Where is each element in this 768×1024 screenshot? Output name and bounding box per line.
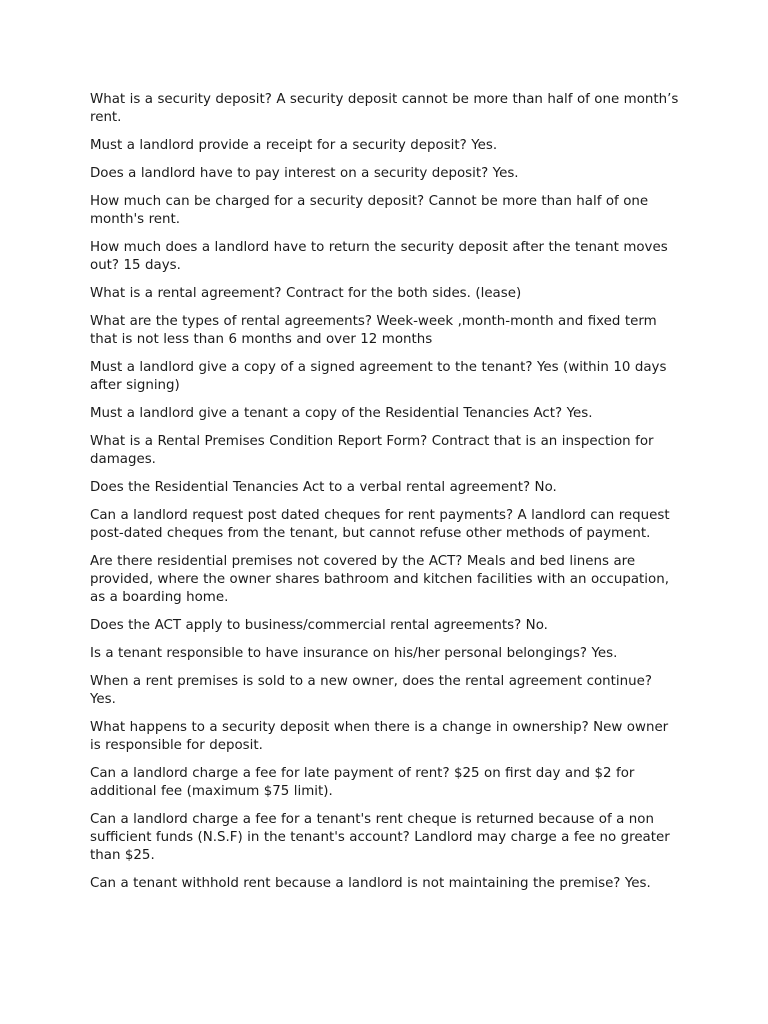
paragraph-condition-report: What is a Rental Premises Condition Report Form? Contract that is an inspection for damages.	[90, 434, 654, 467]
paragraph-verbal-agreement: Does the Residential Tenancies Act to a verbal rental agreement? No.	[90, 480, 557, 495]
paragraph-signed-copy: Must a landlord give a copy of a signed agreement to the tenant? Yes (within 10 days after signing)	[90, 360, 667, 393]
paragraph-late-fee: Can a landlord charge a fee for late payment of rent? $25 on first day and $2 for additional fee (maximum $75 limit).	[90, 766, 635, 799]
paragraph-nsf-fee: Can a landlord charge a fee for a tenant's rent cheque is returned because of a non sufficient funds (N.S.F) in the tenant's account? Landlord may charge a fee no greater than $25.	[90, 812, 670, 863]
paragraph-interest: Does a landlord have to pay interest on a security deposit? Yes.	[90, 166, 519, 181]
paragraph-receipt: Must a landlord provide a receipt for a security deposit? Yes.	[90, 138, 498, 153]
paragraph-rental-agreement: What is a rental agreement? Contract for the both sides. (lease)	[90, 286, 522, 301]
paragraph-sold-premises: When a rent premises is sold to a new owner, does the rental agreement continue? Yes.	[90, 674, 652, 707]
paragraph-act-copy: Must a landlord give a tenant a copy of the Residential Tenancies Act? Yes.	[90, 406, 593, 421]
paragraph-withhold-rent: Can a tenant withhold rent because a landlord is not maintaining the premise? Yes.	[90, 876, 651, 891]
paragraph-premises-not-covered: Are there residential premises not covered by the ACT? Meals and bed linens are provided, where the owner shares bathroom and kitchen facilities with an occupation, as a boarding home.	[90, 554, 669, 605]
paragraph-agreement-types: What are the types of rental agreements? Week-week ,month-month and fixed term that is not less than 6 months and over 12 months	[90, 314, 657, 347]
document-body	[90, 91, 680, 903]
paragraph-insurance: Is a tenant responsible to have insurance on his/her personal belongings? Yes.	[90, 646, 618, 661]
paragraph-post-dated-cheques: Can a landlord request post dated cheques for rent payments? A landlord can request post-dated cheques from the tenant, but cannot refuse other methods of payment.	[90, 508, 670, 541]
paragraph-deposit-amount: How much can be charged for a security deposit? Cannot be more than half of one month's rent.	[90, 194, 649, 227]
paragraph-ownership-change: What happens to a security deposit when there is a change in ownership? New owner is responsible for deposit.	[90, 720, 669, 753]
paragraph-commercial: Does the ACT apply to business/commercial rental agreements? No.	[90, 618, 548, 633]
paragraph-deposit-return: How much does a landlord have to return the security deposit after the tenant moves out? 15 days.	[90, 240, 668, 273]
paragraph-security-deposit: What is a security deposit? A security deposit cannot be more than half of one month’s rent.	[90, 92, 679, 125]
